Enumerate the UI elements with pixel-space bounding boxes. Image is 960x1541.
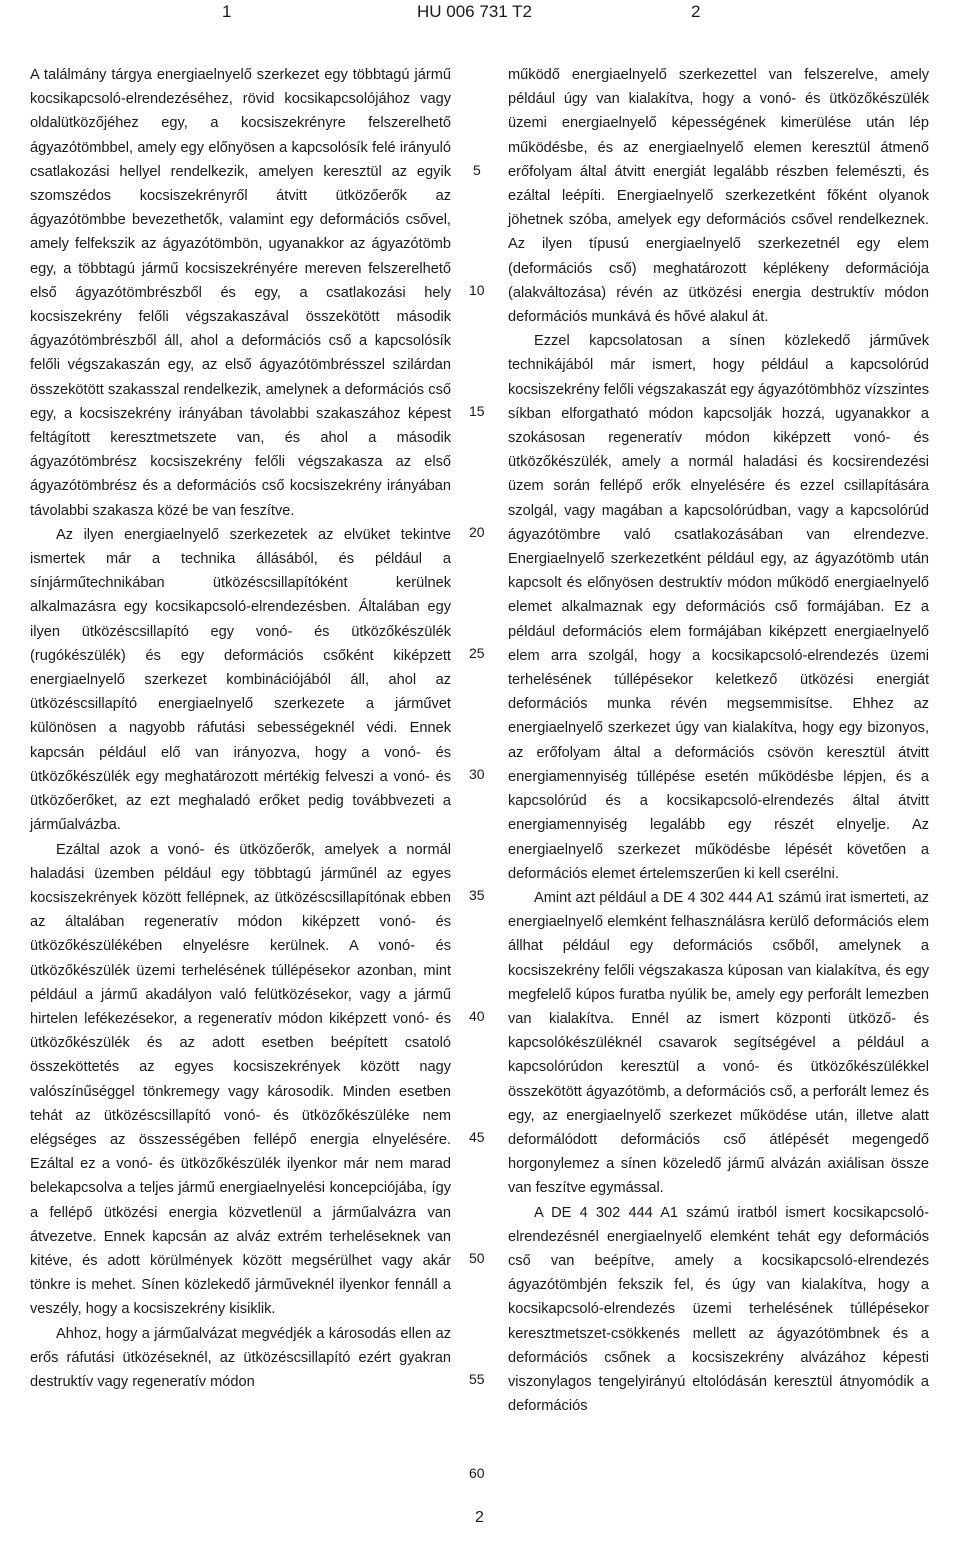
patent-number: HU 006 731 T2 [417,2,532,21]
line-number: 40 [469,1008,485,1024]
line-number: 60 [469,1465,485,1481]
line-number: 55 [469,1371,485,1387]
right-column [508,63,929,1418]
paragraph: A találmány tárgya energiaelnyelő szerkezet egy többtagú jármű kocsikapcsoló-elrendezéséhez, rövid kocsikapcsolójához vagy oldalütközőjéhez egy, a kocsiszekrényre felszerelhető ágyazótömbbel, amely egy előnyösen a kapcsolósík felé irányuló csatlakozási hellyel rendelkezik, amelyen keresztül az egyik szomszédos kocsiszekrényről átvitt ütközőerők az ágyazótömbbe bevezethetők, valamint egy deformációs csővel, amely felfekszik az ágyazótömbön, ugyanakkor az ágyazótömb egy, a többtagú jármű kocsiszekrényére mereven felszerelhető első ágyazótömbrészből és egy, a csatlakozási hely kocsiszekrény felőli végszakaszával összekötött második ágyazótömbrészből áll, ahol a deformációs cső a kapcsolósík felőli végszakaszán egy, az első ágyazótömbrésszel szilárdan összekötött szakasszal rendelkezik, amelynek a deformációs cső egy, a kocsiszekrény irányában távolabbi szakaszához képest feltágított keresztmetszete van, és ahol a második ágyazótömbrész kocsiszekrény felőli végszakasza az első ágyazótömbrész és a deformációs cső kocsiszekrény irányában távolabbi szakasza közé be van feszítve. [30,67,451,519]
paragraph: Ezzel kapcsolatosan a sínen közlekedő járművek technikájából már ismert, hogy például a kapcsolórúd kocsiszekrény felőli végszakaszát egy ágyazótömbhöz vízszintes síkban elforgatható módon kapcsolják hozzá, ugyanakkor a szokásosan regeneratív módon kiképzett vonó- és ütközőkészülék, amely a normál haladási és kocsirendezési üzem során fellépő erők elnyelésére és ezzel csillapítására szolgál, vagy magában a kapcsolórúdban, vagy a kapcsolórúd ágyazótömbre való csatlakozásában van elrendezve. Energiaelnyelő szerkezetként például egy, az ágyazótömb után kapcsolt és előnyösen destruktív módon működő energiaelnyelő elemet alkalmaznak egy deformációs cső formájában. Ez a például deformációs elem formájában kiképzett energiaelnyelő elem arra szolgál, hogy a kocsikapcsoló-elrendezés üzemi terhelésének túllépésekor keletkező ütközési energiát deformációs munka révén megsemmisítse. Ehhez az energiaelnyelő szerkezet úgy van kialakítva, hogy egy bizonyos, az erőfolyam által a deformációs csövön keresztül átvitt energiamennyiség túllépése esetén működésbe lépjen, és a kapcsolórúd és a kocsikapcsoló-elrendezés által átvitt energiamennyiség legalább egy részét elnyelje. Az energiaelnyelő szerkezet működésbe lépését követően a deformációs elemet értelemszerűen ki kell cserélni. [508,333,929,882]
line-number: 5 [473,162,481,178]
paragraph: A DE 4 302 444 A1 számú iratból ismert kocsikapcsoló-elrendezésnél energiaelnyelő elemként tehát egy deformációs cső van beépítve, amely a kocsikapcsoló-elrendezés ágyazótömbjén fekszik fel, és úgy van kialakítva, hogy a kocsikapcsoló-elrendezés üzemi terhelésének túllépésekor keresztmetszet-csökkenés mellett az ágyazótömbnek és a deformációs csőnek a kocsiszekrény alvázához képesti viszonylagos tengelyirányú eltolódásán keresztül átnyomódik a deformációs [508,1204,929,1415]
paragraph: Amint azt például a DE 4 302 444 A1 számú irat ismerteti, az energiaelnyelő elemként felhasználásra kerülő deformációs elem állhat például egy deformációs csőből, amelynek a kocsiszekrény felőli végszakasza kúposan van kialakítva, és egy megfelelő kúpos furatba nyúlik be, amely egy perforált lemezben van kialakítva. Ennél az ismert központi ütköző- és kapcsolókészüléknél csavarok segítségével a például a kapcsolórúdon keresztül a vonó- és ütközőkészülékkel összekötött ágyazótömb, a deformációs cső, a perforált lemez és egy, az energiaelnyelő szerkezet működése után, illetve alatt deformálódott deformációs cső átlépését megengedő horgonylemez a sínen közeledő jármű alvázán axiálisan össze van feszítve egymással. [508,889,929,1197]
paragraph: Az ilyen energiaelnyelő szerkezetek az elvüket tekintve ismertek már a technika állásából, és például a sínjárműtechnikában ütközéscsillapítóként kerülnek alkalmazásra egy kocsikapcsoló-elrendezésben. Általában egy ilyen ütközéscsillapító egy vonó- és ütközőkészülék (rugókészülék) és egy deformációs csőként kiképzett energiaelnyelő szerkezet kombinációjából áll, ahol az ütközéscsillapító energiaelnyelő szerkezete a járművet különösen a nagyobb ráfutási sebességeknél védi. Ennek kapcsán például elő van irányozva, hogy a vonó- és ütközőkészülék egy meghatározott mértékig felveszi a vonó- és ütközőerőket, az ezt meghaladó erőket pedig továbbvezeti a járműalvázba. [30,526,451,834]
line-number: 30 [469,766,485,782]
left-column [30,63,451,1394]
line-number: 25 [469,645,485,661]
paragraph: működő energiaelnyelő szerkezettel van felszerelve, amely például úgy van kialakítva, hogy a vonó- és ütközőkészülék üzemi energiaelnyelő képességének kimerülése után lép működésbe, és az energiaelnyelő elemen keresztül átmenő erőfolyam által átvitt energiát legalább részben felemészti, és ezáltal leépíti. Energiaelnyelő szerkezetként főként olyanok jöhetnek szóba, amelyek egy deformációs csővel rendelkeznek. Az ilyen típusú energiaelnyelő szerkezetnél egy elem (deformációs cső) meghatározott képlékeny deformációja (alakváltozása) révén az ütközési energia destruktív módon deformációs munkává és hővé alakul át. [508,67,929,326]
page-header [0,0,960,40]
paragraph: Ahhoz, hogy a járműalvázat megvédjék a károsodás ellen az erős ráfutási ütközéseknél, az ütközéscsillapító ezért gyakran destruktív vagy regeneratív módon [30,1325,451,1390]
line-number: 35 [469,887,485,903]
line-number: 45 [469,1129,485,1145]
right-page-number: 2 [691,2,701,21]
line-number: 20 [469,524,485,540]
footer-page-number: 2 [475,1509,484,1526]
paragraph: Ezáltal azok a vonó- és ütközőerők, amelyek a normál haladási üzemben például egy többtagú járműnél az egyes kocsiszekrények között fellépnek, az ütközéscsillapítónak ebben az általában regeneratív módon kiképzett vonó- és ütközőkészülékében elnyelésre kerülnek. A vonó- és ütközőkészülék üzemi terhelésének túllépésekor azonban, mint például a jármű akadályon való felütközésekor, vagy a jármű hirtelen lefékezésekor, a regeneratív módon kiképzett vonó- és ütközőkészülék és az adott esetben beépített csatoló összeköttetés az egyes kocsiszekrények között nagy valószínűséggel tönkremegy vagy károsodik. Minden esetben tehát az ütközéscsillapító vonó- és ütközőkészüléke nem elégséges az összességében fellépő energia elnyelésére. Ezáltal ez a vonó- és ütközőkészülék ilyenkor már nem marad belekapcsolva a teljes jármű energiaelnyelési koncepciójába, így a fellépő ütközési energia közvetlenül a járműalvázra van átvezetve. Ennek kapcsán az alváz extrém terheléseknek van kitéve, és adott körülmények között megsérülhet vagy akár tönkre is mehet. Sínen közlekedő járműveknél ilyenkor fennáll a veszély, hogy a kocsiszekrény kisiklik. [30,841,451,1318]
line-number: 50 [469,1250,485,1266]
line-number: 15 [469,403,485,419]
left-page-number: 1 [222,2,232,21]
line-number: 10 [469,282,485,298]
